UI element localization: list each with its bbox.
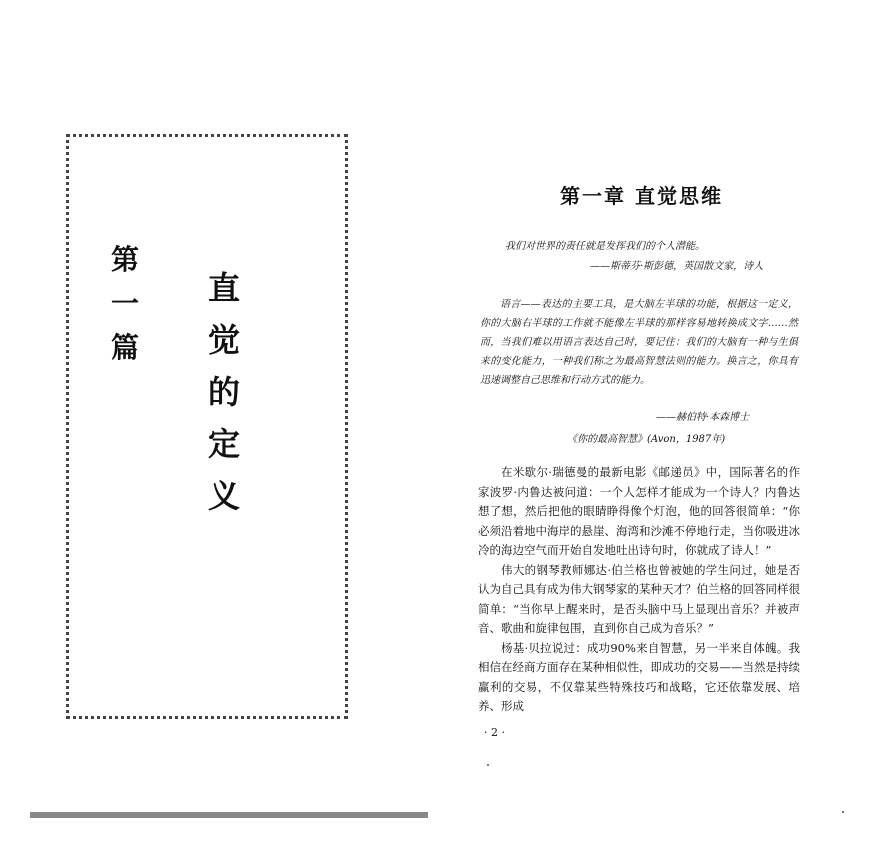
epigraph-long-source: 《你的最高智慧》(Avon，1987年) xyxy=(567,434,726,445)
scroll-bar xyxy=(30,812,428,818)
page-number: · 2 · xyxy=(484,726,505,739)
epigraph-attribution: ——斯蒂芬·斯彭德，英国散文家，诗人 xyxy=(590,261,764,272)
epigraph-quote-long: 语言——表达的主要工具，是大脑左半球的功能，根据这一定义，你的大脑右半球的工作就不能像左半球的那样容易地转换成文字……然而，当我们难以用语言表达自己时，要记住：我们的大脑有一种与生俱来的变化能力，一种我们称之为最高智慧法则的能力。换言之，你具有迅速调整自己思维和行动方式的能力。 xyxy=(480,299,798,386)
epigraph-long-attribution: ——赫伯特·本森博士 xyxy=(656,412,750,423)
chapter-title: 第一章 直觉思维 xyxy=(560,184,723,208)
scan-speck xyxy=(842,811,844,813)
epigraph-quote: 我们对世界的责任就是发挥我们的个人潜能。 xyxy=(505,241,705,252)
part-title: 直觉的定义 xyxy=(207,269,240,515)
scan-speck xyxy=(487,764,489,766)
body-paragraph: 在米歇尔·瑞德曼的最新电影《邮递员》中，国际著名的作家波罗·内鲁达被问道：一个人怎样才能成为一个诗人？内鲁达想了想，然后把他的眼睛睁得像个灯泡，他的回答很简单：“你必须沿着地中海岸的悬崖、海湾和沙滩不停地行走，当你吸进冰冷的海边空气而开始自发地吐出诗句时，你就成了诗人！” xyxy=(478,465,800,557)
part-label: 第一篇 xyxy=(110,243,139,364)
body-paragraph: 杨基·贝拉说过：成功90%来自智慧，另一半来自体魄。我相信在经商方面存在某种相似性，即成功的交易——当然是持续赢利的交易，不仅靠某些特殊技巧和战略，它还依靠发展、培养、形成 xyxy=(478,640,800,713)
chapter-body xyxy=(478,463,800,717)
body-paragraph: 伟大的钢琴教师娜达·伯兰格也曾被她的学生问过，她是否认为自己具有成为伟大钢琴家的某种天才？伯兰格的回答同样很简单：“当你早上醒来时，是否头脑中马上显现出音乐？并被声音、歌曲和旋律包围，直到你自己成为音乐？” xyxy=(478,562,800,635)
